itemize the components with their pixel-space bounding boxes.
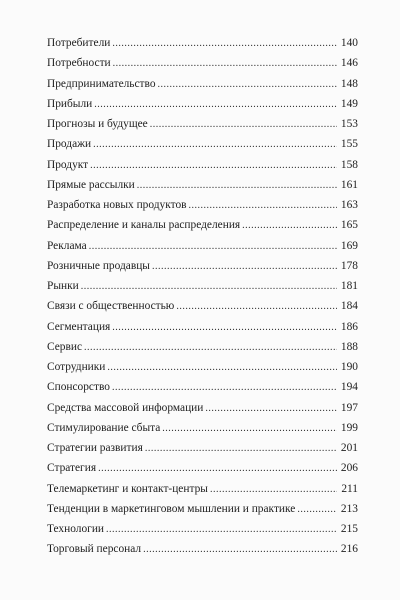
- dot-leader: [158, 75, 337, 95]
- toc-entry-title: Средства массовой информации: [47, 401, 204, 414]
- toc-entry: [47, 519, 358, 539]
- toc-entry-page: 190: [340, 361, 358, 373]
- dot-leader: [93, 135, 337, 155]
- toc-entry: [47, 458, 358, 478]
- toc-entry-title: Технологии: [47, 523, 105, 535]
- toc-entry-page: 153: [340, 118, 358, 130]
- toc-entry-title: Стратегия: [47, 462, 97, 475]
- toc-entry: [47, 134, 358, 154]
- toc-entry-page: 206: [340, 462, 358, 475]
- toc-entry-title: Потребители: [47, 37, 111, 49]
- toc-entry-title: Распределение и каналы распределения: [47, 219, 241, 232]
- toc-entry-page: 186: [340, 320, 358, 333]
- toc-entry-page: 163: [340, 199, 358, 211]
- toc-entry-title: Сервис: [47, 340, 83, 353]
- dot-leader: [106, 520, 337, 540]
- dot-leader: [210, 480, 337, 500]
- toc-entry: [47, 236, 358, 256]
- toc-entry-title: Разработка новых продуктов: [47, 199, 187, 211]
- toc-entry-page: 197: [340, 401, 358, 414]
- toc-entry-title: Стимулирование сбыта: [47, 421, 161, 434]
- dot-leader: [143, 540, 337, 560]
- toc-entry: [47, 195, 358, 215]
- dot-leader: [242, 216, 337, 236]
- toc-entry-page: 146: [340, 57, 358, 70]
- toc-entry-title: Рынки: [47, 280, 79, 292]
- dot-leader: [89, 237, 337, 257]
- toc-entry: [47, 337, 358, 357]
- toc-entry-page: 178: [340, 259, 358, 272]
- toc-entry: [47, 256, 358, 276]
- dot-leader: [90, 156, 337, 176]
- toc-entry: [47, 94, 358, 114]
- toc-entry-page: 213: [340, 502, 358, 515]
- toc-entry: [47, 155, 358, 175]
- toc-entry-page: 199: [340, 421, 358, 434]
- dot-leader: [94, 95, 337, 115]
- dot-leader: [81, 277, 337, 297]
- toc-entry-page: 201: [340, 442, 358, 454]
- dot-leader: [107, 358, 337, 378]
- toc-entry-page: 155: [340, 138, 358, 151]
- toc-entry-page: 169: [340, 239, 358, 252]
- toc-entry-page: 149: [340, 97, 358, 110]
- toc-entry-page: 184: [340, 300, 358, 313]
- toc-entry-title: Тенденции в маркетинговом мышлении и практике: [47, 502, 296, 515]
- toc-entry-page: 188: [340, 340, 358, 353]
- toc-entry-title: Торговый персонал: [47, 543, 142, 556]
- toc-entry: [47, 398, 358, 418]
- toc-entry-page: 194: [340, 381, 358, 394]
- toc-entry-page: 181: [340, 280, 358, 292]
- toc-entry-title: Потребности: [47, 57, 111, 70]
- toc-entry: [47, 175, 358, 195]
- toc-entry: [47, 438, 358, 458]
- toc-entry-page: 165: [340, 219, 358, 232]
- toc-entry: [47, 215, 358, 235]
- toc-entry-title: Стратегии развития: [47, 442, 143, 454]
- toc-entry-title: Продукт: [47, 158, 89, 171]
- toc-entry: [47, 418, 358, 438]
- dot-leader: [98, 459, 337, 479]
- toc-entry-title: Прибыли: [47, 97, 93, 110]
- toc-entry: [47, 377, 358, 397]
- toc-entry: [47, 74, 358, 94]
- toc-entry: [47, 114, 358, 134]
- toc-entry-page: 211: [341, 482, 358, 495]
- toc-entry: [47, 357, 358, 377]
- dot-leader: [113, 54, 337, 74]
- toc-entry-page: 161: [340, 178, 358, 191]
- dot-leader: [150, 115, 337, 135]
- dot-leader: [137, 176, 337, 196]
- dot-leader: [297, 500, 337, 520]
- toc-entry: [47, 499, 358, 519]
- dot-leader: [152, 257, 337, 277]
- dot-leader: [112, 378, 337, 398]
- toc-entry-title: Продажи: [47, 138, 92, 151]
- toc-entry-title: Сотрудники: [47, 361, 106, 373]
- toc-entry: [47, 33, 358, 53]
- toc-entry-page: 215: [340, 523, 358, 535]
- toc-entry: [47, 479, 358, 499]
- toc-entry-page: 216: [340, 543, 358, 556]
- dot-leader: [162, 419, 337, 439]
- toc-entry: [47, 317, 358, 337]
- dot-leader: [84, 338, 337, 358]
- toc-entry-title: Прогнозы и будущее: [47, 118, 148, 130]
- toc-entry: [47, 53, 358, 73]
- dot-leader: [112, 318, 337, 338]
- toc-entry-title: Прямые рассылки: [47, 178, 135, 191]
- toc-entry: [47, 296, 358, 316]
- dot-leader: [205, 399, 337, 419]
- dot-leader: [189, 196, 337, 216]
- toc-entry-page: 158: [340, 158, 358, 171]
- table-of-contents: [47, 33, 358, 560]
- toc-entry: [47, 539, 358, 559]
- toc-entry-page: 148: [340, 77, 358, 90]
- toc-entry-page: 140: [340, 37, 358, 49]
- dot-leader: [176, 297, 337, 317]
- toc-entry: [47, 276, 358, 296]
- toc-entry-title: Телемаркетинг и контакт-центры: [47, 482, 208, 495]
- toc-entry-title: Розничные продавцы: [47, 259, 150, 272]
- dot-leader: [112, 34, 337, 54]
- toc-entry-title: Реклама: [47, 239, 87, 252]
- dot-leader: [145, 439, 337, 459]
- toc-entry-title: Связи с общественностью: [47, 300, 175, 313]
- toc-entry-title: Предпринимательство: [47, 77, 156, 90]
- toc-entry-title: Спонсорство: [47, 381, 110, 394]
- toc-entry-title: Сегментация: [47, 320, 111, 333]
